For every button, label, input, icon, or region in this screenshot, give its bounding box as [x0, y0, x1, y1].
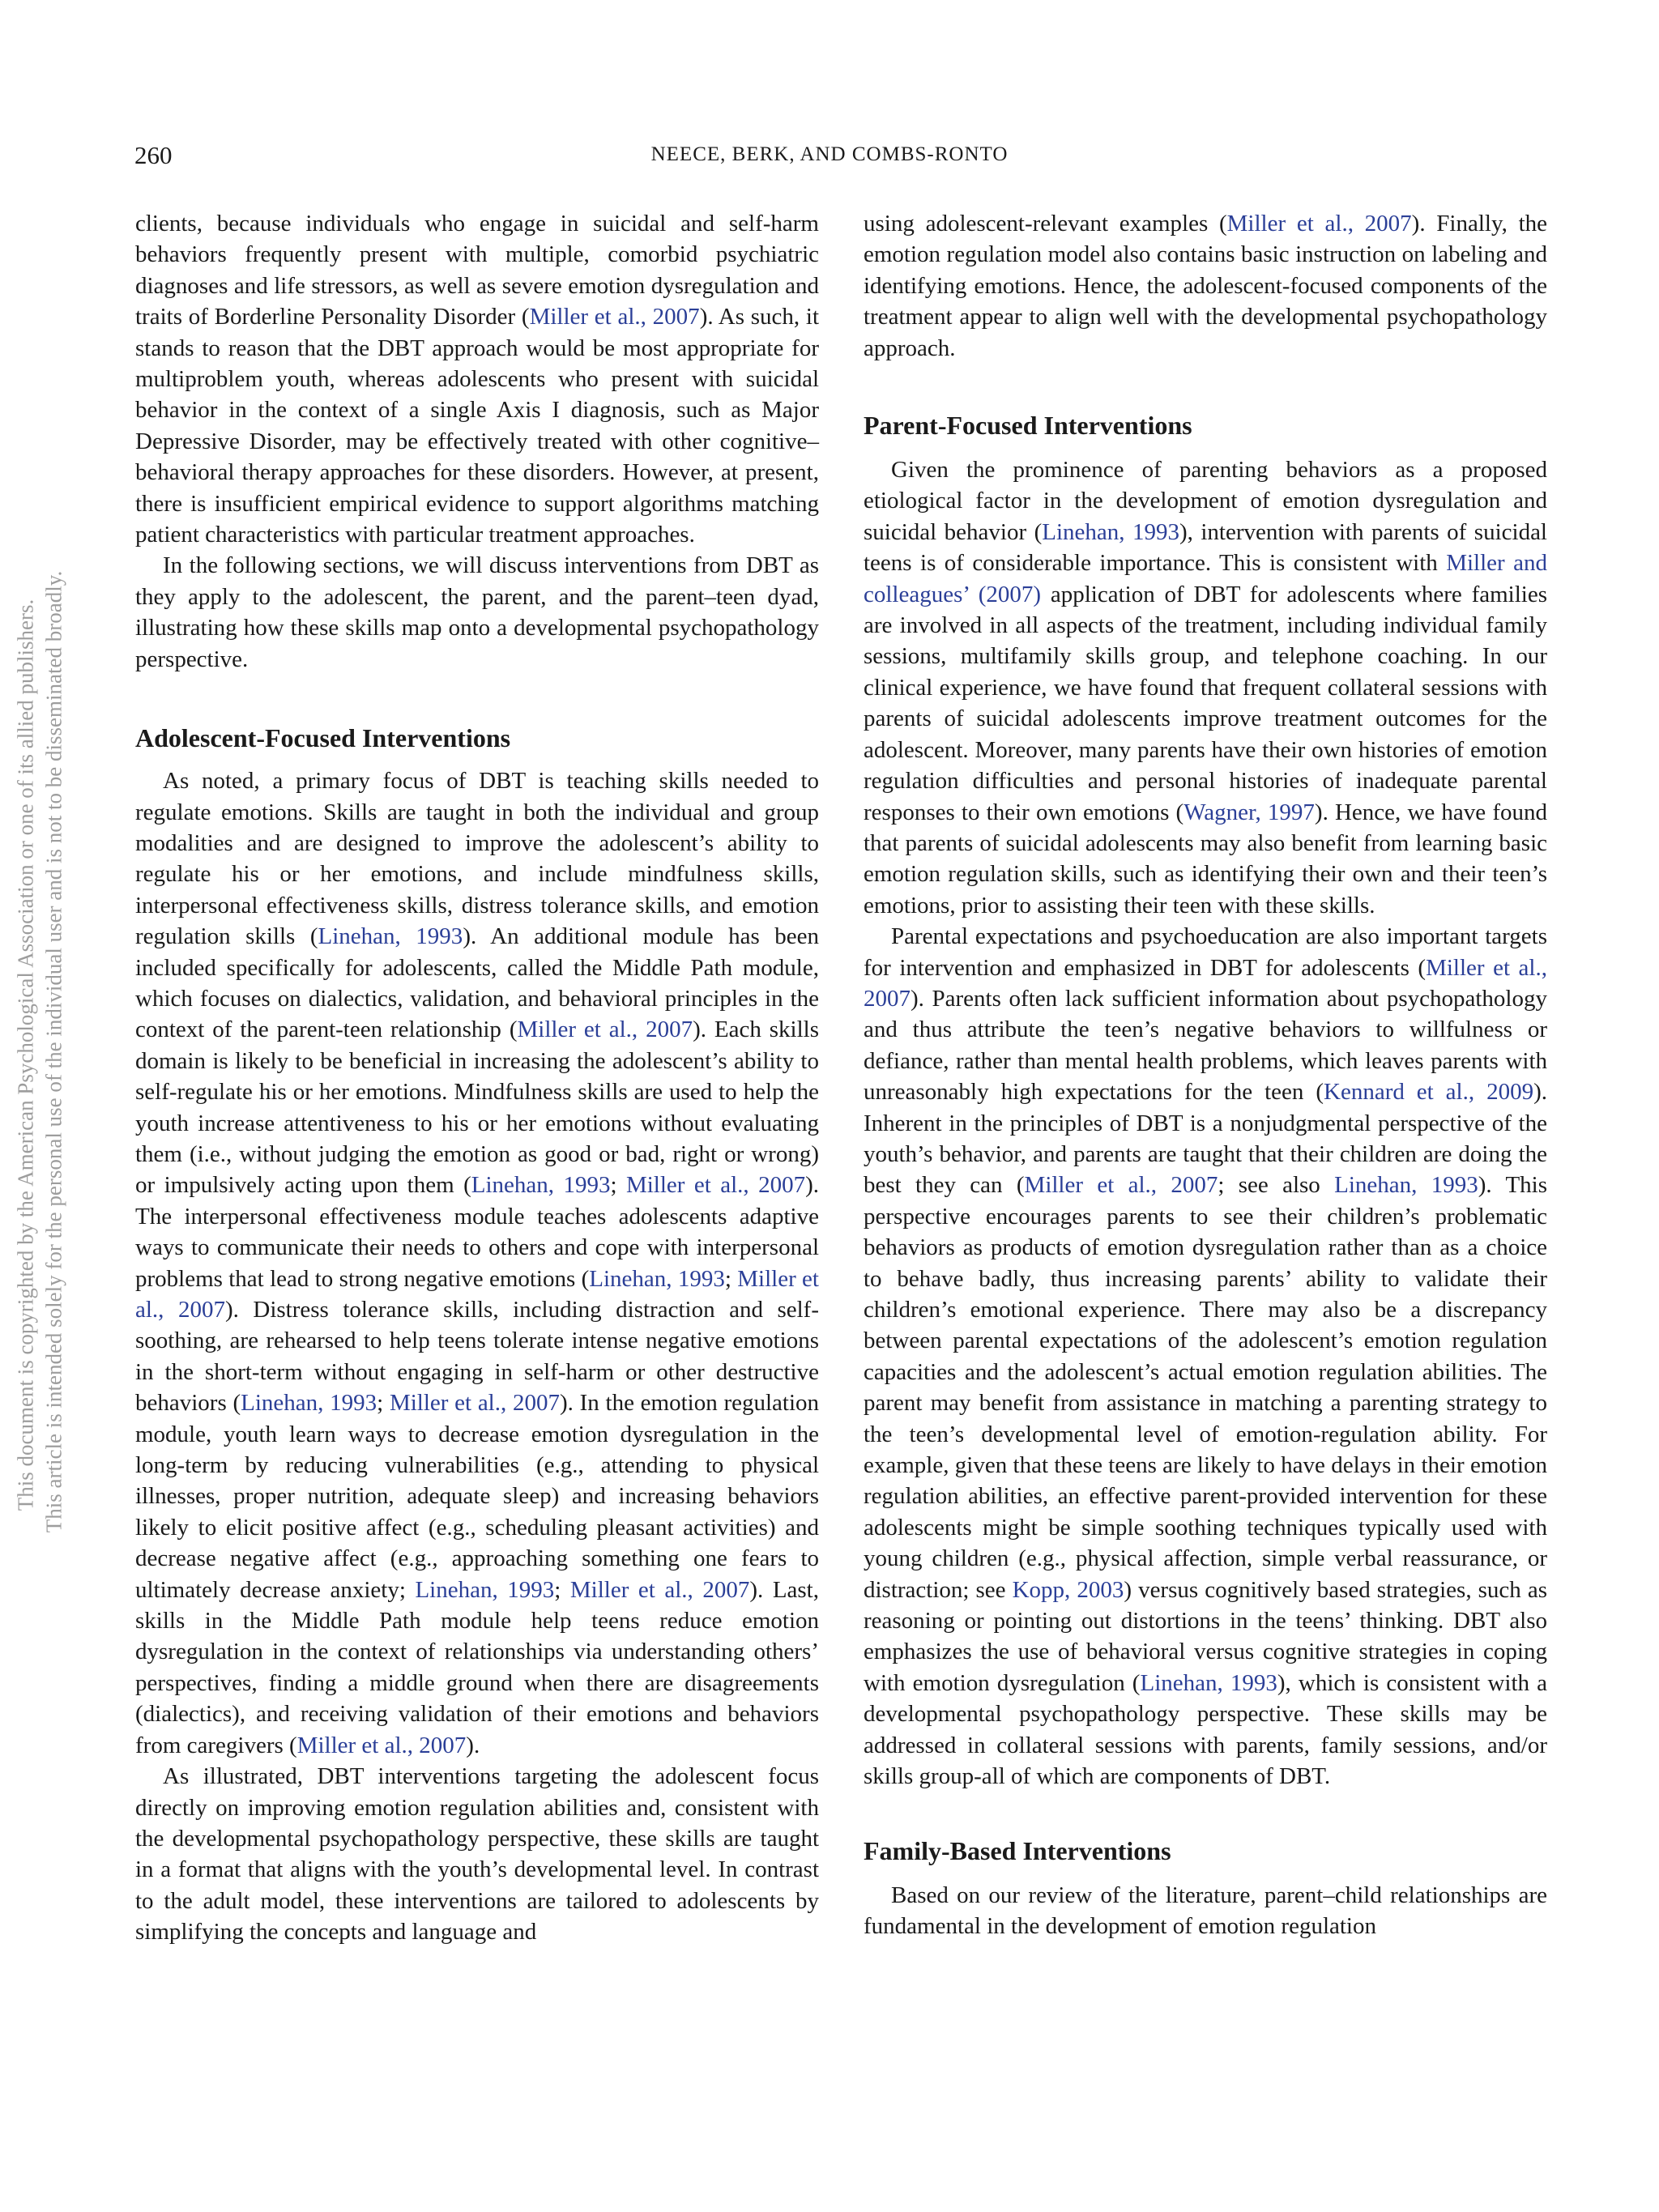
citation-link[interactable]: Miller et al., 2007 [569, 1576, 750, 1603]
citation-link[interactable]: Miller and colleagues’ (2007) [864, 550, 1547, 607]
text-run: ). Hence, we have found that parents of suicidal adolescents may also benefit from learning basic emotion regulation skills, such as identifying their own and their teen’s emotions, prior to assisting their teen with these skills. [864, 799, 1547, 918]
citation-link[interactable]: Miller et al., 2007 [1226, 211, 1412, 237]
citation-link[interactable]: Kopp, 2003 [1012, 1576, 1124, 1603]
text-run: using adolescent-relevant examples ( [864, 211, 1227, 237]
paragraph [864, 921, 1547, 1792]
text-run: Given the prominence of parenting behaviors as a proposed etiological factor in the development of emotion dysregulation and suicidal behavior ( [864, 457, 1547, 545]
paragraph: As illustrated, DBT interventions targeting the adolescent focus directly on improving emotion regulation abilities and, consistent with the developmental psychopathology perspective, these skills are taught in a format that aligns with the youth’s developmental level. In contrast to the adult model, these interventions are tailored to adolescents by simplifying the concepts and language and [135, 1763, 819, 1946]
text-run: ). The interpersonal effectiveness module teaches adolescents adaptive ways to communicate their needs to others and cope with interpersonal problems that lead to strong negative emotions ( [135, 1172, 820, 1292]
text-run: ). Last, skills in the Middle Path module help teens reduce emotion dysregulation in the context of relationships via understanding others’ perspectives, finding a middle ground when there are disagreements (dialectics), and receiving validation of their emotions and behaviors from caregivers ( [135, 1576, 819, 1758]
citation-link[interactable]: Miller et al., 2007 [389, 1390, 560, 1417]
right-column [864, 208, 1547, 1941]
text-run: ). In the emotion regulation module, youth learn ways to decrease emotion dysregulation in the long-term by reducing vulnerabilities (e.g., attending to physical illnesses, proper nutrition, adequate sleep) and increasing behaviors likely to elicit positive affect (e.g., scheduling pleasant activities) and decrease negative affect (e.g., approaching something one fears to ultimately decrease anxiety; [135, 1390, 820, 1603]
paragraph: In the following sections, we will discuss interventions from DBT as they apply to the adolescent, the parent, and the parent–teen dyad, illustrating how these skills map onto a developmental psychopathology perspective. [135, 552, 819, 672]
text-run: ) versus cognitively based strategies, such as reasoning or pointing out distortions in the teens’ thinking. DBT also emphasizes the use of behavioral versus cognitive strategies in coping with emotion dysregulation ( [864, 1576, 1547, 1696]
citation-link[interactable]: Linehan, 1993 [241, 1390, 377, 1417]
text-run: Parental expectations and psychoeducation are also important targets for intervention and emphasized in DBT for adolescents ( [864, 923, 1547, 981]
text-run: application of DBT for adolescents where families are involved in all aspects of the treatment, including individual family sessions, multifamily skills group, and telephone coaching. In our clinical experience, we have found that frequent collateral sessions with parents of suicidal adolescents improve treatment outcomes for the adolescent. Moreover, many parents have their own histories of emotion regulation difficulties and personal histories of inadequate parental responses to their own emotions ( [864, 581, 1547, 825]
citation-link[interactable]: Miller et al., 2007 [1024, 1172, 1218, 1199]
paragraph [135, 208, 819, 550]
text-run: ). As such, it stands to reason that the DBT approach would be most appropriate for multiproblem youth, whereas adolescents who present with suicidal behavior in the context of a single Axis I diagnosis, such as Major Depressive Disorder, may be effectively treated with other cognitive–behavioral therapy approaches for these disorders. However, at present, there is insufficient empirical evidence to support algorithms matching patient characteristics with particular treatment approaches. [135, 304, 820, 548]
citation-link[interactable]: Miller et al., 2007 [296, 1732, 467, 1758]
running-head: NEECE, BERK, AND COMBS-RONTO [650, 143, 1009, 165]
citation-link[interactable]: Miller et al., 2007 [625, 1172, 806, 1199]
text-run: ; [554, 1576, 570, 1603]
paragraph: Based on our review of the literature, parent–child relationships are fundamental in the development of emotion regulation [864, 1882, 1547, 1939]
text-run: ). This perspective encourages parents to see their children’s problematic behaviors as products of emotion dysregulation rather than as a choice to behave badly, thus increasing parents’ ability to validate their children’s emotional experience. There may also be a discrepancy between parental expectations of the adolescent’s emotion regulation capacities and the adolescent’s actual emotion regulation abilities. The parent may benefit from assistance in matching a parenting strategy to the teen’s developmental level of emotion-regulation ability. For example, given that these teens are likely to have delays in their emotion regulation abilities, an effective parent-provided intervention for these adolescents might be simple soothing techniques typically used with young children (e.g., physical affection, simple verbal reassurance, or distraction; see [864, 1172, 1548, 1603]
usage-watermark: This article is intended solely for the personal use of the individual user and is not to be disseminated broadly. [41, 570, 66, 1533]
text-run: ). Parents often lack sufficient information about psychopathology and thus attribute the teen’s negative behaviors to willfulness or defiance, rather than mental health problems, which leaves parents with unreasonably high expectations for the teen ( [864, 985, 1547, 1106]
copyright-watermark: This document is copyrighted by the American Psychological Association or one of its allied publishers. [13, 599, 38, 1511]
citation-link[interactable]: Linehan, 1993 [1140, 1669, 1277, 1696]
citation-link[interactable]: Miller et al., 2007 [135, 1265, 819, 1323]
text-run: ). Distress tolerance skills, including distraction and self-soothing, are rehearsed to help teens tolerate intense negative emotions in the short-term without engaging in self-harm or other destructive behaviors ( [135, 1297, 819, 1417]
citation-link[interactable]: Miller et al., 2007 [517, 1016, 693, 1043]
section-heading: Adolescent-Focused Interventions [135, 723, 511, 753]
text-run: clients, because individuals who engage in suicidal and self-harm behaviors frequently present with multiple, comorbid psychiatric diagnoses and life stressors, as well as severe emotion dysregulation and traits of Borderline Personality Disorder ( [135, 211, 819, 330]
section-heading: Parent-Focused Interventions [864, 411, 1192, 441]
text-run: ; [610, 1172, 626, 1199]
citation-link[interactable]: Linehan, 1993 [318, 923, 463, 950]
text-run: As noted, a primary focus of DBT is teaching skills needed to regulate emotions. Skills are taught in both the individual and group modalities and are designed to improve the adolescent’s ability to regulate his or her emotions, and include mindfulness skills, interpersonal effectiveness skills, distress tolerance skills, and emotion regulation skills ( [135, 768, 819, 950]
paragraph [864, 454, 1547, 921]
text-run: ). An additional module has been included specifically for adolescents, called the Middle Path module, which focuses on dialectics, validation, and behavioral principles in the context of the parent-teen relationship ( [135, 923, 820, 1043]
citation-link[interactable]: Linehan, 1993 [589, 1265, 725, 1292]
citation-link[interactable]: Miller et al., 2007 [529, 304, 700, 330]
text-run: ). [466, 1732, 480, 1758]
paragraph [864, 208, 1547, 364]
citation-link[interactable]: Miller et al., 2007 [864, 954, 1547, 1012]
text-run: ; [377, 1390, 390, 1417]
citation-link[interactable]: Linehan, 1993 [1334, 1172, 1478, 1199]
page-header [0, 141, 1659, 177]
citation-link[interactable]: Linehan, 1993 [1042, 518, 1179, 545]
paragraph [135, 765, 819, 1761]
citation-link[interactable]: Linehan, 1993 [471, 1172, 611, 1199]
section-heading: Family-Based Interventions [864, 1835, 1171, 1865]
text-run: ). Finally, the emotion regulation model also contains basic instruction on labeling and identifying emotions. Hence, the adolescent-focused components of the treatment appear to align well with the developmental psychopathology approach. [864, 211, 1548, 361]
citation-link[interactable]: Kennard et al., 2009 [1324, 1079, 1534, 1106]
text-run: ; [724, 1265, 738, 1292]
text-run: ), intervention with parents of suicidal teens is of considerable importance. This is consistent with [864, 518, 1547, 577]
citation-link[interactable]: Linehan, 1993 [415, 1576, 555, 1603]
page-number: 260 [134, 141, 173, 169]
text-run: ), which is consistent with a developmental psychopathology perspective. These skills may be addressed in collateral sessions with parents, family sessions, and/or skills group-all of which are components of DBT. [864, 1669, 1548, 1790]
text-run: ). Each skills domain is likely to be beneficial in increasing the adolescent’s ability to self-regulate his or her emotions. Mindfulness skills are used to help the youth increase attentiveness to his or her emotions without evaluating them (i.e., without judging the emotion as good or bad, right or wrong) or impulsively acting upon them ( [135, 1016, 820, 1199]
text-run: ; see also [1218, 1172, 1335, 1199]
text-run: ). Inherent in the principles of DBT is a nonjudgmental perspective of the youth’s behavior, and parents are taught that their children are doing the best they can ( [864, 1079, 1547, 1199]
citation-link[interactable]: Wagner, 1997 [1183, 799, 1315, 825]
left-column [135, 208, 819, 1948]
